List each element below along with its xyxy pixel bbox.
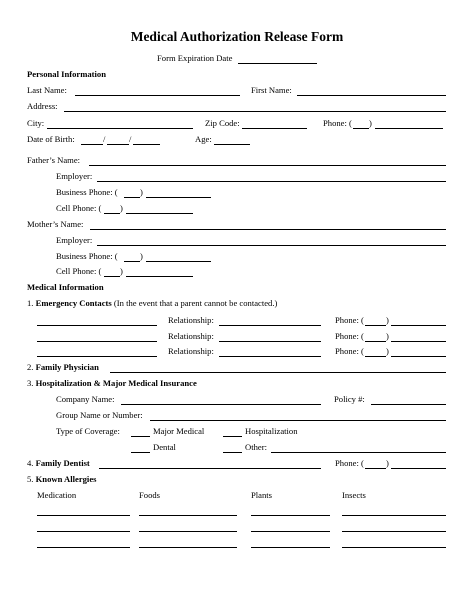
emergency-contact-2-phone-label: Phone: (: [335, 331, 364, 341]
allergy-medication-line-1[interactable]: [37, 515, 130, 516]
allergy-plants-line-3[interactable]: [251, 547, 330, 548]
zip-code-field[interactable]: [242, 128, 307, 129]
medical-info-heading: Medical Information: [27, 282, 104, 292]
item-number: 5.: [27, 474, 34, 484]
father-cell-phone-area-field[interactable]: [104, 213, 120, 214]
coverage-type-label: Type of Coverage:: [56, 426, 120, 436]
emergency-contact-1-phone-field[interactable]: [391, 325, 446, 326]
phone-label: Phone: (: [323, 118, 352, 128]
emergency-contact-3-phone-paren: ): [386, 346, 389, 356]
emergency-contacts-heading: [27, 299, 277, 308]
father-business-phone-label: Business Phone: (: [56, 187, 118, 197]
expiration-date-label: Form Expiration Date: [157, 53, 233, 63]
allergy-insects-line-3[interactable]: [342, 547, 446, 548]
address-label: Address:: [27, 101, 58, 111]
father-employer-label: Employer:: [56, 171, 93, 181]
dental-checkbox[interactable]: [131, 452, 150, 453]
other-checkbox[interactable]: [223, 452, 242, 453]
major-medical-checkbox[interactable]: [131, 436, 150, 437]
allergy-plants-header: Plants: [251, 490, 273, 500]
date-of-birth-label: Date of Birth:: [27, 134, 75, 144]
emergency-contact-1-phone-area-field[interactable]: [365, 325, 386, 326]
age-label: Age:: [195, 134, 212, 144]
emergency-contact-3-phone-area-field[interactable]: [365, 356, 386, 357]
emergency-contact-1-relationship-label: Relationship:: [168, 315, 214, 325]
last-name-label: Last Name:: [27, 85, 67, 95]
allergy-foods-header: Foods: [139, 490, 161, 500]
allergy-insects-header: Insects: [342, 490, 366, 500]
emergency-contact-2-phone-area-field[interactable]: [365, 341, 386, 342]
allergy-foods-line-2[interactable]: [139, 531, 237, 532]
phone-area-code-field[interactable]: [353, 128, 369, 129]
insurance-title: Hospitalization & Major Medical Insurance: [35, 378, 197, 388]
other-coverage-label: Other:: [245, 442, 267, 452]
family-physician-field[interactable]: [110, 372, 446, 373]
emergency-contact-2-phone-field[interactable]: [391, 341, 446, 342]
emergency-contact-3-phone-label: Phone: (: [335, 346, 364, 356]
emergency-contact-1-phone-paren: ): [386, 315, 389, 325]
family-physician-title: Family Physician: [35, 362, 99, 372]
father-business-phone-paren: ): [140, 187, 143, 197]
phone-number-field[interactable]: [375, 128, 443, 129]
emergency-contact-3-name-field[interactable]: [37, 356, 157, 357]
family-dentist-field[interactable]: [99, 468, 321, 469]
address-field[interactable]: [64, 111, 446, 112]
dob-day-field[interactable]: [107, 144, 129, 145]
known-allergies-title: Known Allergies: [35, 474, 97, 484]
first-name-field[interactable]: [297, 95, 446, 96]
form-title: Medical Authorization Release Form: [130, 29, 344, 44]
family-dentist-phone-paren: ): [386, 458, 389, 468]
emergency-contact-2-relationship-label: Relationship:: [168, 331, 214, 341]
mothers-name-label: Mother’s Name:: [27, 219, 84, 229]
expiration-date-field[interactable]: [238, 63, 317, 64]
mother-cell-phone-paren: ): [120, 266, 123, 276]
dob-year-field[interactable]: [133, 144, 160, 145]
major-medical-label: Major Medical: [153, 426, 205, 436]
dob-separator-2: /: [129, 134, 132, 144]
age-field[interactable]: [214, 144, 250, 145]
mother-cell-phone-field[interactable]: [126, 276, 193, 277]
emergency-contact-3-relationship-field[interactable]: [219, 356, 321, 357]
company-name-label: Company Name:: [56, 394, 115, 404]
dob-separator-1: /: [103, 134, 106, 144]
known-allergies-heading: [27, 475, 96, 484]
first-name-label: First Name:: [251, 85, 292, 95]
father-employer-field[interactable]: [97, 181, 446, 182]
mother-business-phone-field[interactable]: [146, 261, 211, 262]
father-business-phone-area-field[interactable]: [124, 197, 140, 198]
item-number: 1.: [27, 298, 34, 308]
city-label: City:: [27, 118, 45, 128]
emergency-contact-3-phone-field[interactable]: [391, 356, 446, 357]
city-field[interactable]: [47, 128, 193, 129]
emergency-contacts-title: Emergency Contacts: [35, 298, 112, 308]
fathers-name-label: Father’s Name:: [27, 155, 81, 165]
mother-employer-label: Employer:: [56, 235, 93, 245]
fathers-name-field[interactable]: [89, 165, 446, 166]
last-name-field[interactable]: [75, 95, 240, 96]
hospitalization-label: Hospitalization: [245, 426, 298, 436]
allergy-insects-line-1[interactable]: [342, 515, 446, 516]
emergency-contact-2-relationship-field[interactable]: [219, 341, 321, 342]
emergency-contact-1-relationship-field[interactable]: [219, 325, 321, 326]
emergency-contact-2-phone-paren: ): [386, 331, 389, 341]
father-cell-phone-label: Cell Phone: (: [56, 203, 102, 213]
family-physician-label: [27, 363, 99, 372]
policy-number-label: Policy #:: [334, 394, 365, 404]
zip-code-label: Zip Code:: [205, 118, 240, 128]
allergy-insects-line-2[interactable]: [342, 531, 446, 532]
emergency-contact-1-name-field[interactable]: [37, 325, 157, 326]
allergy-medication-line-3[interactable]: [37, 547, 130, 548]
mother-cell-phone-area-field[interactable]: [104, 276, 120, 277]
other-coverage-field[interactable]: [271, 452, 446, 453]
family-dentist-label: [27, 459, 90, 468]
family-dentist-phone-label: Phone: (: [335, 458, 364, 468]
item-number: 2.: [27, 362, 34, 372]
policy-number-field[interactable]: [371, 404, 446, 405]
emergency-contact-3-relationship-label: Relationship:: [168, 346, 214, 356]
mother-employer-field[interactable]: [97, 245, 446, 246]
emergency-contact-2-name-field[interactable]: [37, 341, 157, 342]
allergy-plants-line-1[interactable]: [251, 515, 330, 516]
insurance-heading: [27, 379, 197, 388]
mother-business-phone-area-field[interactable]: [124, 261, 140, 262]
mother-cell-phone-label: Cell Phone: (: [56, 266, 102, 276]
emergency-contacts-note: (In the event that a parent cannot be contacted.): [113, 298, 278, 308]
mothers-name-field[interactable]: [90, 229, 446, 230]
item-number: 4.: [27, 458, 34, 468]
mother-business-phone-label: Business Phone: (: [56, 251, 118, 261]
hospitalization-checkbox[interactable]: [223, 436, 242, 437]
group-name-label: Group Name or Number:: [56, 410, 143, 420]
father-cell-phone-field[interactable]: [126, 213, 193, 214]
phone-paren-close: ): [369, 118, 372, 128]
company-name-field[interactable]: [121, 404, 321, 405]
allergy-foods-line-3[interactable]: [139, 547, 237, 548]
allergy-medication-header: Medication: [37, 490, 77, 500]
mother-business-phone-paren: ): [140, 251, 143, 261]
dental-label: Dental: [153, 442, 176, 452]
personal-info-heading: Personal Information: [27, 69, 107, 79]
family-dentist-phone-area-field[interactable]: [365, 468, 386, 469]
allergy-foods-line-1[interactable]: [139, 515, 237, 516]
family-dentist-title: Family Dentist: [35, 458, 90, 468]
father-cell-phone-paren: ): [120, 203, 123, 213]
allergy-plants-line-2[interactable]: [251, 531, 330, 532]
emergency-contact-1-phone-label: Phone: (: [335, 315, 364, 325]
allergy-medication-line-2[interactable]: [37, 531, 130, 532]
group-name-field[interactable]: [150, 420, 446, 421]
father-business-phone-field[interactable]: [146, 197, 211, 198]
item-number: 3.: [27, 378, 34, 388]
family-dentist-phone-field[interactable]: [391, 468, 446, 469]
dob-month-field[interactable]: [81, 144, 103, 145]
